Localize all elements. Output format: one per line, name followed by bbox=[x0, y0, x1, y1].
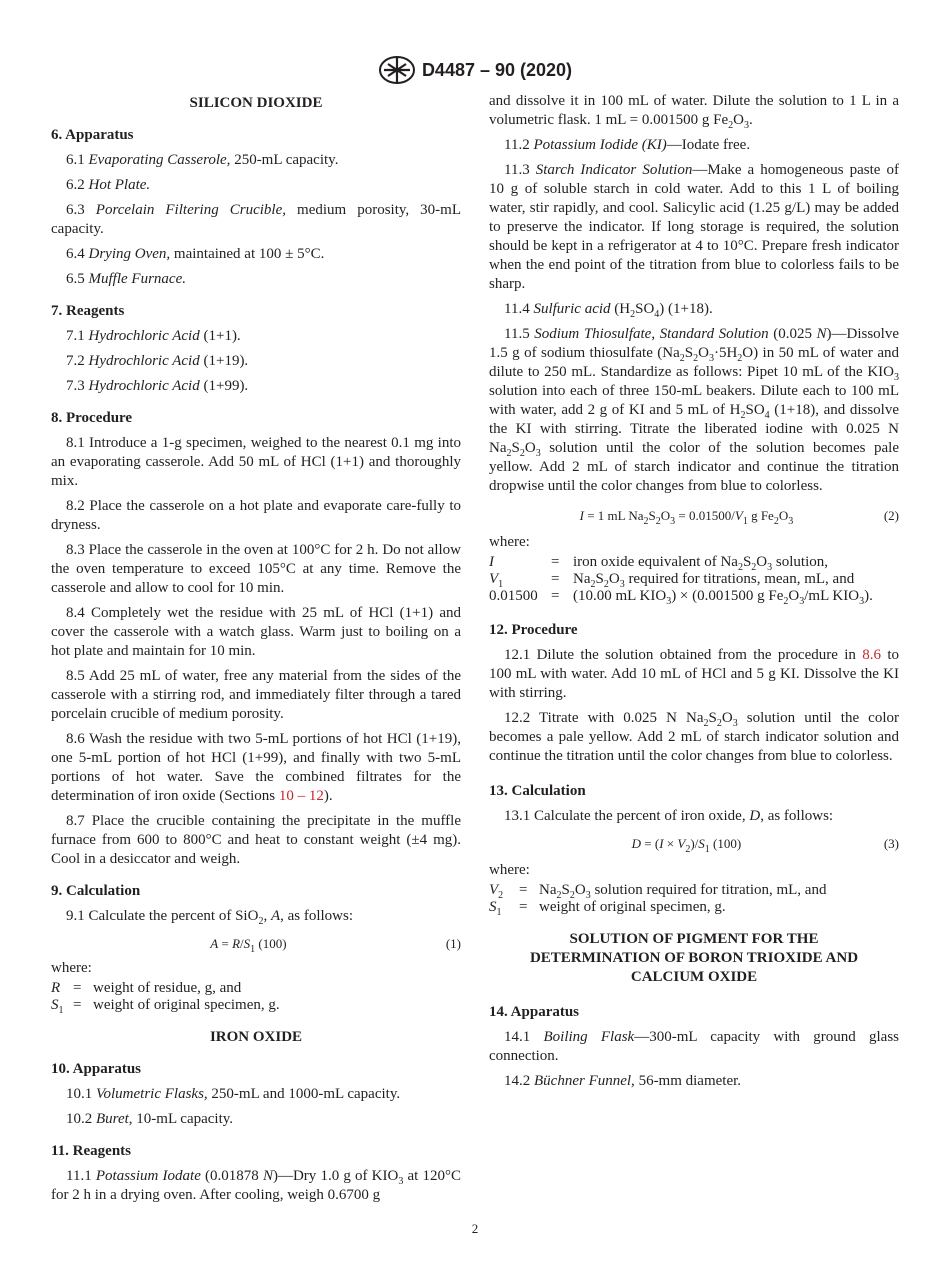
right-column bbox=[489, 92, 899, 1091]
para-12-2: 12.2 Titrate with 0.025 N $Na_2S_2O_3$ solution until the color becomes a pale yellow. Add 2 mL of starch indicator solution and continue the titration until the color changes from blue to colorless. bbox=[489, 710, 899, 764]
para-7-3: 7.3 Hydrochloric Acid (1+99). bbox=[66, 378, 249, 394]
para-11-5: 11.5 Sodium Thiosulfate, Standard Solution (0.025 N)—Dissolve 1.5 g of sodium thiosulfate $(Na_2S_2O_3\cdot 5H_2O)$ in 50 mL of water and dilute to 250 mL. Standardize as follows: Pipet 10 mL of the $KIO_3$ solution into each of three 150-mL beakers. Dilute each to 100 mL with water, add 2 g of KI and 5 mL of $H_2SO_4$ (1+18), and dissolve the KI with stirring. Titrate the liberated iodine with 0.025 N $Na_2S_2O_3$ solution until the color of the solution becomes pale yellow. Add 2 mL of starch indicator and continue the titration dropwise until the color changes from blue to colorless. bbox=[489, 326, 900, 494]
where-2: where: bbox=[489, 534, 530, 550]
equation-3-number: (3) bbox=[883, 836, 899, 851]
document-designation: D4487 – 90 (2020) bbox=[421, 59, 573, 80]
para-8-1: 8.1 Introduce a 1-g specimen, weighed to the nearest 0.1 mg into an evaporating casserole. Add 50 mL of HCl (1+1) and thoroughly mix. bbox=[51, 435, 461, 489]
para-11-1-continued: and dissolve it in 100 mL of water. Dilute the solution to 1 L in a volumetric flask. 1 mL = 0.001500 g $Fe_2O_3$. bbox=[489, 93, 899, 131]
equation-2: I = 1 mL $Na_2S_2O_3 = 0.01500/V_1$ g $Fe_2O_3$ (2) bbox=[579, 508, 899, 527]
para-6-2: 6.2 Hot Plate. bbox=[66, 177, 151, 193]
definition-i: I = iron oxide equivalent of $Na_2S_2O_3$ solution, bbox=[489, 554, 828, 573]
definition-v1: $V_1$ = $Na_2S_2O_3$ required for titrations, mean, mL, and bbox=[489, 571, 855, 590]
para-8-2: 8.2 Place the casserole on a hot plate and evaporate care-fully to dryness. bbox=[51, 498, 461, 533]
heading-11: 11. Reagents bbox=[51, 1143, 131, 1159]
heading-9: 9. Calculation bbox=[51, 883, 141, 899]
definitions-1 bbox=[51, 980, 461, 1014]
page-header bbox=[0, 56, 950, 84]
para-11-4: 11.4 Sulfuric acid $(H_2SO_4)$ (1+18). bbox=[504, 301, 713, 320]
para-6-1: 6.1 Evaporating Casserole, 250-mL capacity. bbox=[66, 152, 339, 168]
definition-r: R = weight of residue, g, and bbox=[51, 980, 242, 996]
para-8-6: 8.6 Wash the residue with two 5-mL portions of hot HCl (1+19), one 5-mL portion of hot HCl (1+99), and finally with two 5-mL portions of hot water. Save the combined filtrates for the determination of iron oxide (Sections 10 – 12). bbox=[51, 731, 461, 804]
para-14-1: 14.1 Boiling Flask—300-mL capacity with ground glass connection. bbox=[489, 1029, 899, 1064]
page-number: 2 bbox=[471, 1221, 479, 1236]
para-7-1: 7.1 Hydrochloric Acid (1+1). bbox=[66, 328, 241, 344]
definition-s1-b: $S_1$ = weight of original specimen, g. bbox=[489, 899, 726, 918]
heading-10: 10. Apparatus bbox=[51, 1061, 142, 1077]
para-6-3: 6.3 Porcelain Filtering Crucible, medium porosity, 30-mL capacity. bbox=[51, 202, 461, 237]
equation-3: $D = (I \times V_2)/S_1$ (100) (3) bbox=[631, 836, 899, 855]
para-12-1: 12.1 Dilute the solution obtained from the procedure in 8.6 to 100 mL with water. Add 10 mL of HCl and 5 g KI. Dissolve the KI with stirring. bbox=[489, 647, 900, 701]
equation-1: $A = R/S_1$ (100) (1) bbox=[210, 936, 461, 955]
definition-constant: 0.01500 = (10.00 mL $KIO_3) \times (0.001500$ g $Fe_2O_3/mL$ $KIO_3$). bbox=[489, 588, 873, 607]
section-title-silicon: SILICON DIOXIDE bbox=[189, 95, 323, 111]
para-14-2: 14.2 Büchner Funnel, 56-mm diameter. bbox=[504, 1073, 742, 1089]
heading-14: 14. Apparatus bbox=[489, 1004, 580, 1020]
para-8-7: 8.7 Place the crucible containing the precipitate in the muffle furnace from 600 to 800°C and heat to constant weight (±4 mg). Cool in a desiccator and weigh. bbox=[51, 813, 461, 867]
para-7-2: 7.2 Hydrochloric Acid (1+19). bbox=[66, 353, 249, 369]
para-8-4: 8.4 Completely wet the residue with 25 mL of HCl (1+1) and cover the casserole with a watch glass. Warm just to boiling on a hot plate and maintain for 10 min. bbox=[51, 605, 461, 659]
para-6-5: 6.5 Muffle Furnace. bbox=[66, 271, 186, 287]
para-13-1: 13.1 Calculate the percent of iron oxide, D, as follows: bbox=[504, 808, 834, 824]
para-9-1: 9.1 Calculate the percent of SiO$_2$, A, as follows: bbox=[66, 908, 354, 927]
definition-v2: $V_2$ = $Na_2S_2O_3$ solution required for titration, mL, and bbox=[489, 882, 827, 901]
section-title-iron: IRON OXIDE bbox=[209, 1029, 303, 1045]
heading-12: 12. Procedure bbox=[489, 622, 578, 638]
para-10-1: 10.1 Volumetric Flasks, 250-mL and 1000-mL capacity. bbox=[66, 1086, 401, 1102]
sections-link[interactable]: 10 – 12 bbox=[278, 788, 324, 804]
para-10-2: 10.2 Buret, 10-mL capacity. bbox=[66, 1111, 234, 1127]
heading-13: 13. Calculation bbox=[489, 783, 586, 799]
para-6-4: 6.4 Drying Oven, maintained at 100 ± 5°C. bbox=[66, 246, 325, 262]
definition-s1: $S_1$ = weight of original specimen, g. bbox=[51, 997, 280, 1016]
para-11-1: 11.1 Potassium Iodate (0.01878 N)—Dry 1.0 g of $KIO_3$ at 120°C for 2 h in a drying oven. After cooling, weigh 0.6700 g bbox=[51, 1168, 462, 1203]
definitions-2 bbox=[489, 554, 899, 605]
equation-1-number: (1) bbox=[445, 936, 461, 951]
para-11-3: 11.3 Starch Indicator Solution—Make a homogeneous paste of 10 g of soluble starch in cold water. Add to this 1 L of boiling water, stir rapidly, and cool. Salicylic acid (1.25 g/L) may be added to preserve the indicator. If long storage is required, the solution should be kept in a refrigerator at 4 to 10°C. Prepare fresh indicator when the end point of the titration from blue to colorless fails to be sharp. bbox=[489, 162, 900, 292]
astm-logo-icon bbox=[378, 56, 416, 84]
equation-2-number: (2) bbox=[883, 508, 899, 523]
heading-8: 8. Procedure bbox=[51, 410, 133, 426]
where-3: where: bbox=[489, 862, 530, 878]
definitions-3 bbox=[489, 882, 899, 916]
heading-6: 6. Apparatus bbox=[51, 127, 134, 143]
para-8-5: 8.5 Add 25 mL of water, free any material from the sides of the casserole with a stirring rod, and immediately filter through a tared porcelain crucible of medium porosity. bbox=[51, 668, 461, 722]
where-1: where: bbox=[51, 960, 92, 976]
para-11-2: 11.2 Potassium Iodide (KI)—Iodate free. bbox=[504, 137, 751, 153]
left-column bbox=[51, 92, 461, 1205]
heading-7: 7. Reagents bbox=[51, 303, 125, 319]
section-title-solution: SOLUTION OF PIGMENT FOR THE DETERMINATION OF BORON TRIOXIDE AND CALCIUM OXIDE bbox=[529, 931, 859, 985]
section-8-6-link[interactable]: 8.6 bbox=[862, 647, 881, 663]
para-8-3: 8.3 Place the casserole in the oven at 100°C for 2 h. Do not allow the oven temperature to exceed 105°C at any time. Remove the casserole and allow to cool for 10 min. bbox=[51, 542, 461, 596]
